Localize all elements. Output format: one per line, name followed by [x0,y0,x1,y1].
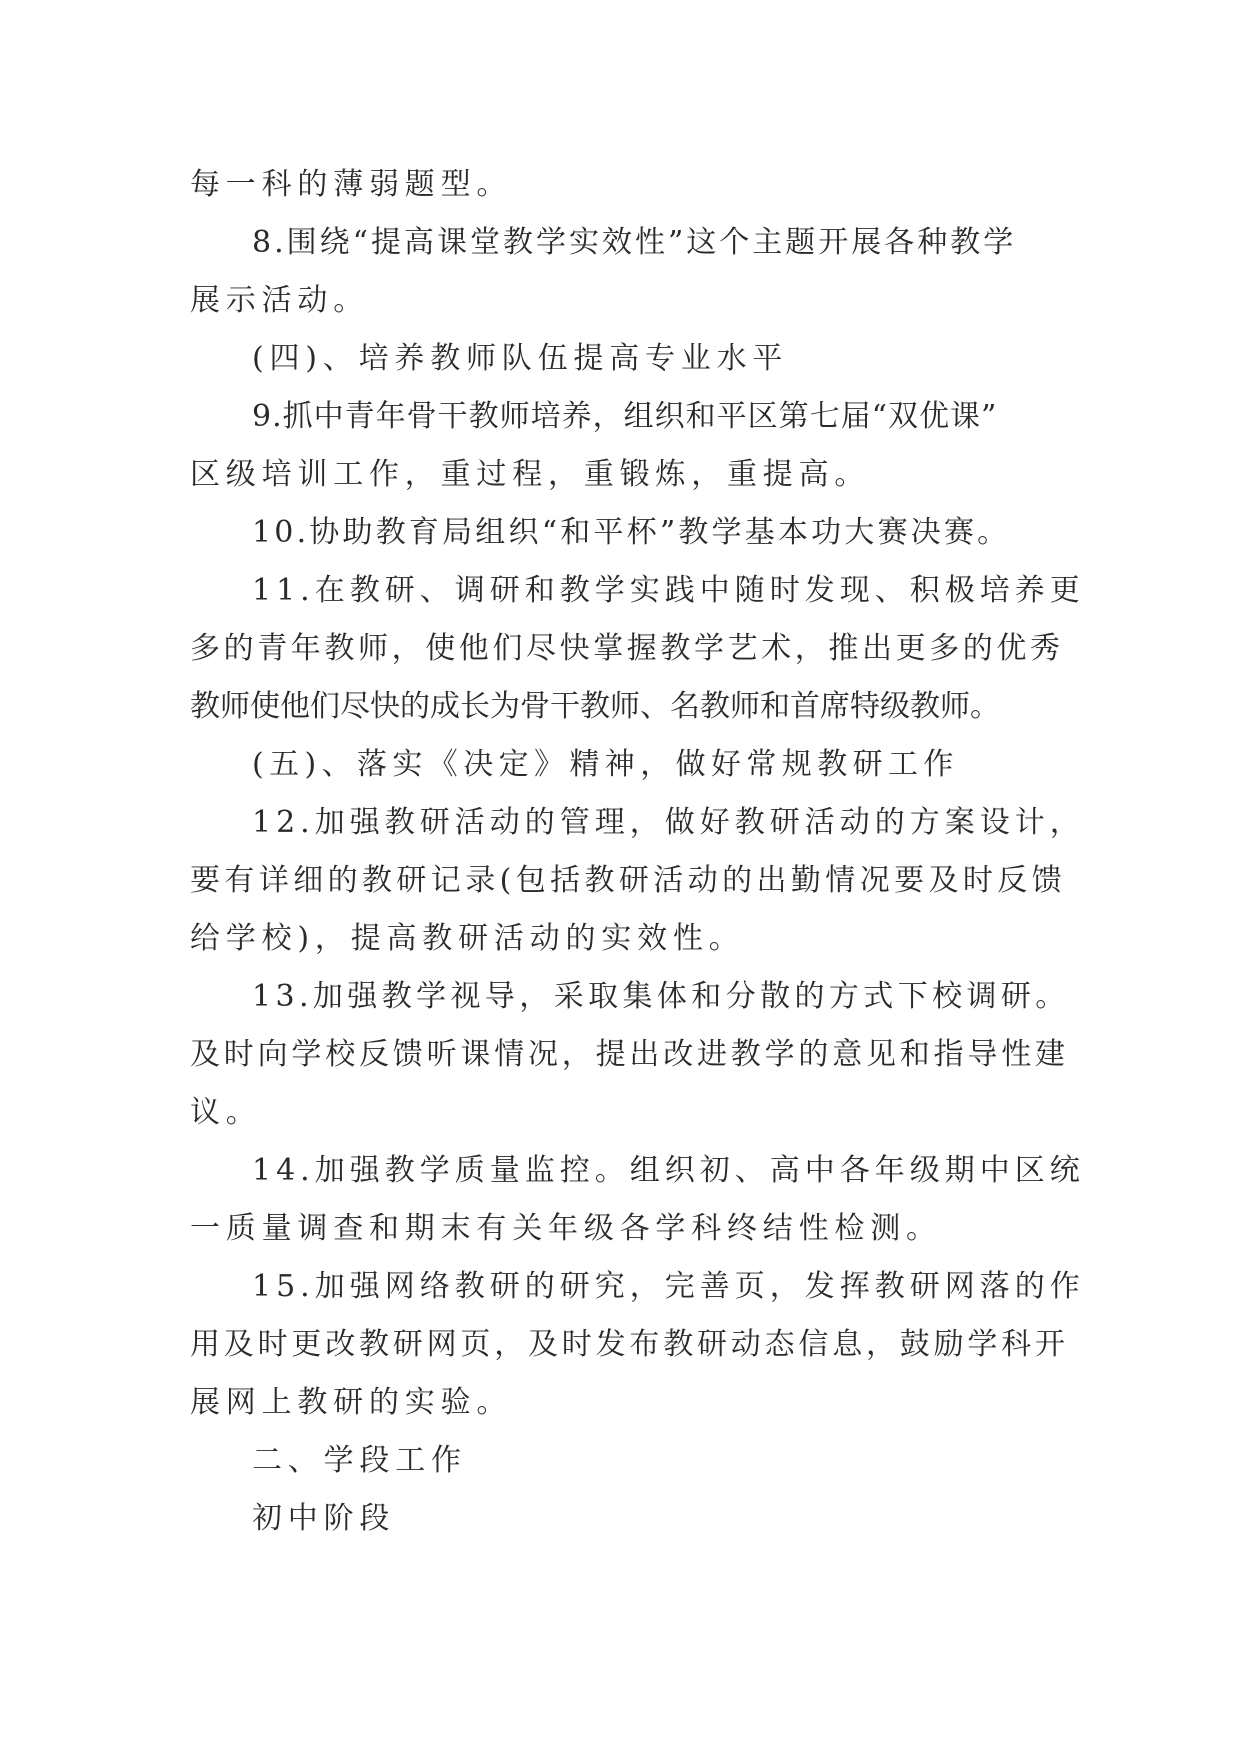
section-heading: (五)、落实《决定》精神，做好常规教研工作 [252,747,959,782]
text-line: 多的青年教师，使他们尽快掌握教学艺术，推出更多的优秀 [190,631,1064,666]
text-line: 展网上教研的实验。 [190,1385,513,1420]
text-line: 要有详细的教研记录(包括教研活动的出勤情况要及时反馈 [190,863,1067,898]
text-line: 8.围绕“提高课堂教学实效性”这个主题开展各种教学 [252,225,1017,260]
text-line: 及时向学校反馈听课情况，提出改进教学的意见和指导性建 [190,1037,1069,1072]
text-line: 区级培训工作，重过程，重锻炼，重提高。 [190,457,871,492]
text-line: 每一科的薄弱题型。 [190,167,513,202]
text-line: 11.在教研、调研和教学实践中随时发现、积极培养更 [252,573,1085,608]
text-line: 9.抓中青年骨干教师培养，组织和平区第七届“双优课” [252,399,998,434]
text-line: 14.加强教学质量监控。组织初、高中各年级期中区统 [252,1153,1085,1188]
text-line: 给学校)，提高教研活动的实效性。 [190,921,745,956]
section-heading: (四)、培养教师队伍提高专业水平 [252,341,789,376]
section-heading: 二、学段工作 [252,1443,467,1478]
text-line: 13.加强教学视导，采取集体和分散的方式下校调研。 [252,979,1070,1014]
text-line: 展示活动。 [190,283,369,318]
text-line: 教师使他们尽快的成长为骨干教师、名教师和首席特级教师。 [190,689,1000,724]
text-line: 10.协助教育局组织“和平杯”教学基本功大赛决赛。 [252,515,1011,550]
text-line: 12.加强教研活动的管理，做好教研活动的方案设计， [252,805,1085,840]
subsection-heading: 初中阶段 [252,1501,396,1536]
text-line: 一质量调查和期末有关年级各学科终结性检测。 [190,1211,942,1246]
text-line: 议。 [190,1095,262,1130]
text-line: 用及时更改教研网页，及时发布教研动态信息，鼓励学科开 [190,1327,1069,1362]
document-body [190,156,1085,1548]
text-line: 15.加强网络教研的研究，完善页，发挥教研网落的作 [252,1269,1085,1304]
